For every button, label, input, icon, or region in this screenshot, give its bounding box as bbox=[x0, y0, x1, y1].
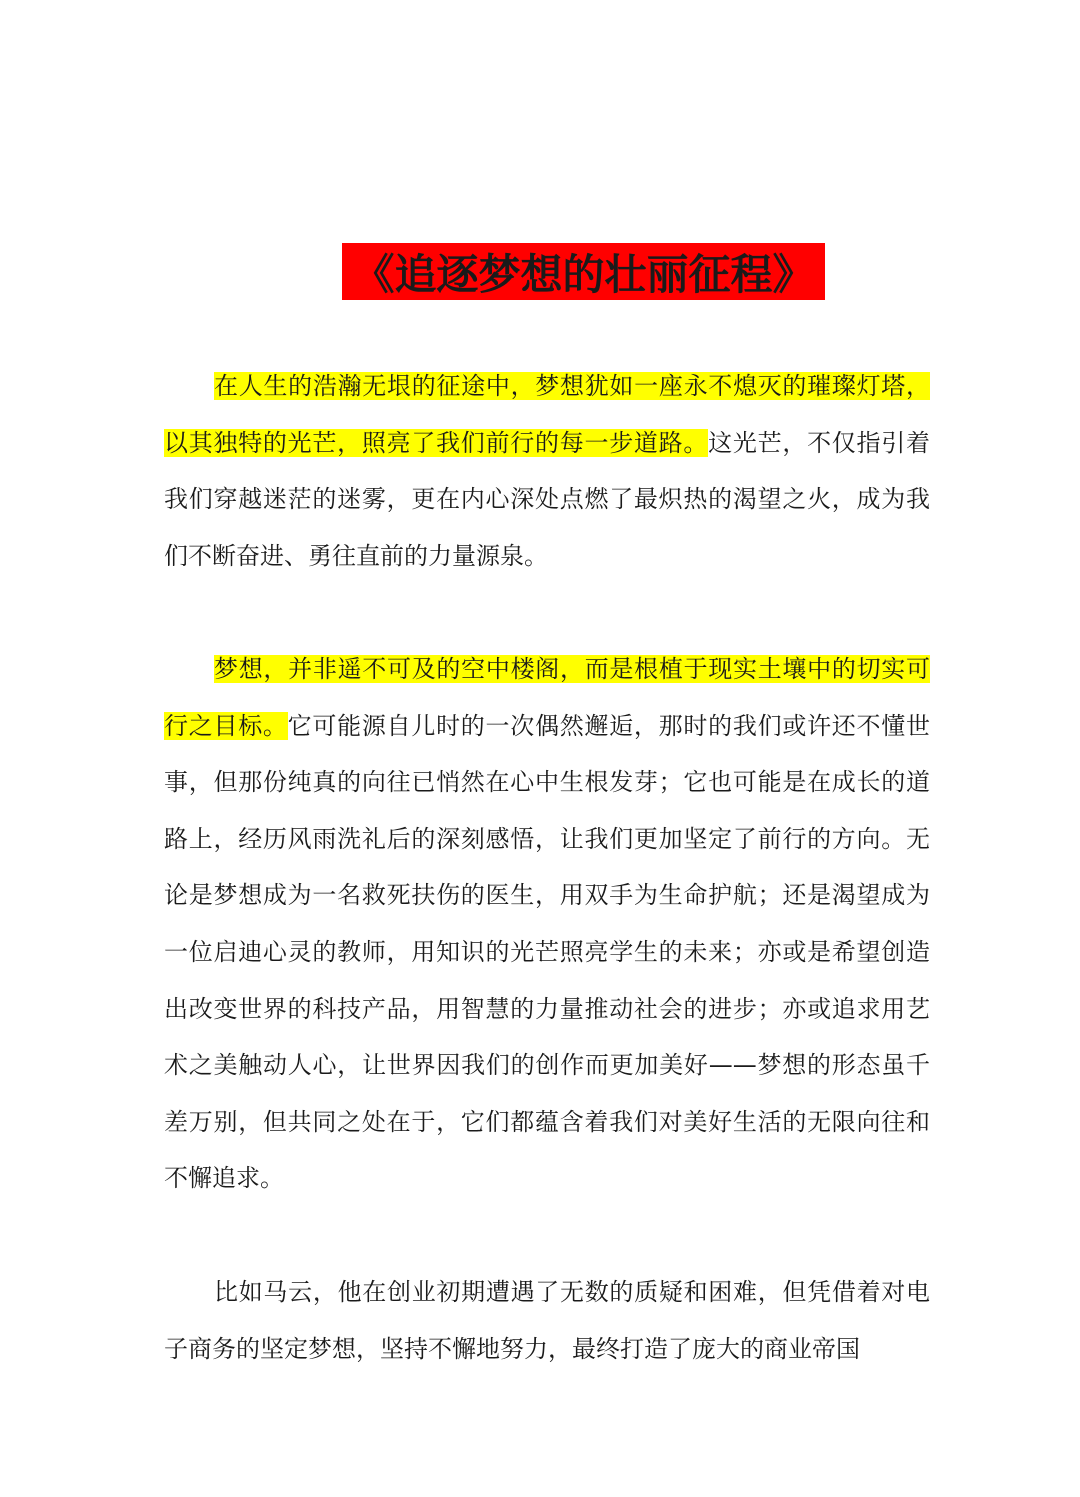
paragraph-text: 它可能源自儿时的一次偶然邂逅，那时的我们或许还不懂世事，但那份纯真的向往已悄然在心中生根发芽；它也可能是在成长的道路上，经历风雨洗礼后的深刻感悟，让我们更加坚定了前行的方向。无论是梦想成为一名救死扶伤的医生，用双手为生命护航；还是渴望成为一位启迪心灵的教师，用知识的光芒照亮学生的未来；亦或是希望创造出改变世界的科技产品，用智慧的力量推动社会的进步；亦或追求用艺术之美触动人心，让世界因我们的创作而更加美好——梦想的形态虽千差万别，但共同之处在于，它们都蕴含着我们对美好生活的无限向往和不懈追求。 bbox=[164, 711, 931, 1193]
title-banner bbox=[342, 243, 825, 300]
highlighted-text: 在人生的浩瀚无垠的征途中，梦想犹如一座永不熄灭的璀璨灯塔，以其独特的光芒，照亮了我们前行的每一步道路。 bbox=[164, 372, 930, 457]
document-title: 《追逐梦想的壮丽征程》 bbox=[352, 249, 815, 299]
paragraph-3 bbox=[164, 1264, 930, 1377]
paragraph-text: 比如马云，他在创业初期遭遇了无数的质疑和困难，但凭借着对电子商务的坚定梦想，坚持不懈地努力，最终打造了庞大的商业帝国 bbox=[164, 1278, 930, 1363]
paragraph-text: 这光芒，不仅指引着我们穿越迷茫的迷雾，更在内心深处点燃了最炽热的渴望之火，成为我们不断奋进、勇往直前的力量源泉。 bbox=[164, 428, 931, 570]
highlighted-text: 梦想，并非遥不可及的空中楼阁，而是根植于现实土壤中的切实可行之目标。 bbox=[164, 655, 930, 740]
paragraph-1 bbox=[164, 358, 930, 584]
paragraph-2 bbox=[164, 641, 930, 1207]
